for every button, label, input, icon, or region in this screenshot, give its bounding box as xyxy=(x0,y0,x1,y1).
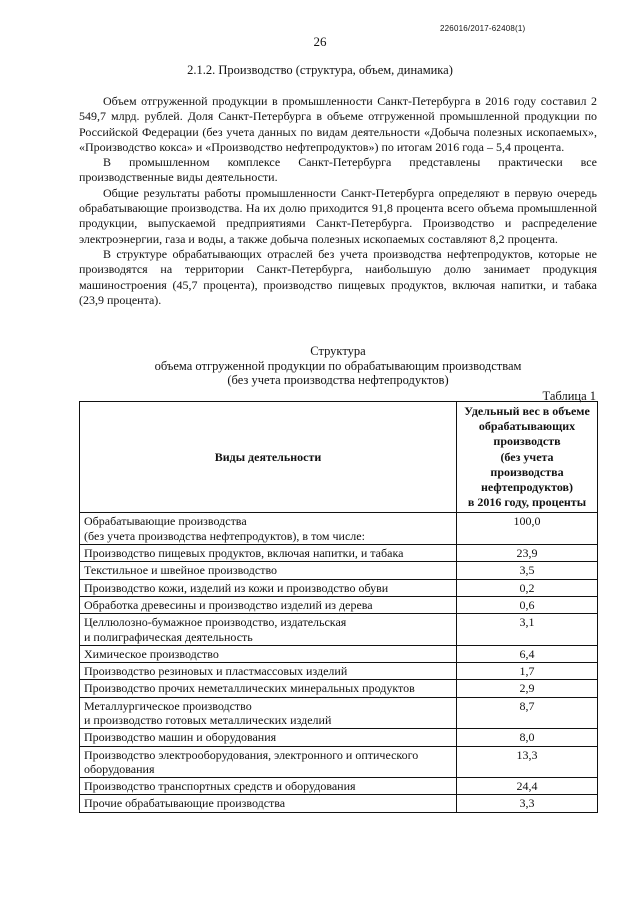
share-value-cell: 13,3 xyxy=(457,746,598,778)
share-value-cell: 2,9 xyxy=(457,680,598,697)
activity-cell xyxy=(80,579,457,596)
column-header-line: (без учета xyxy=(500,449,554,464)
activity-line: и полиграфическая деятельность xyxy=(84,629,253,644)
activity-line: (без учета производства нефтепродуктов), в том числе: xyxy=(84,528,365,543)
activity-line: Прочие обрабатывающие производства xyxy=(84,796,286,811)
activity-cell xyxy=(80,545,457,562)
table-caption-line: Структура xyxy=(310,344,366,358)
activity-line: и производство готовых металлических изделий xyxy=(84,712,332,727)
activity-line: Текстильное и швейное производство xyxy=(84,563,278,578)
activity-line: Химическое производство xyxy=(84,646,219,661)
table-row xyxy=(80,596,598,613)
activity-line: Производство транспортных средств и оборудования xyxy=(84,779,356,794)
body-text xyxy=(79,94,597,308)
activity-cell xyxy=(80,680,457,697)
table-label: Таблица 1 xyxy=(542,389,596,403)
share-value-cell: 24,4 xyxy=(457,778,598,795)
column-header-line: Удельный вес в объеме xyxy=(464,404,590,418)
activity-line: Производство пищевых продуктов, включая напитки, и табака xyxy=(84,546,404,561)
activity-cell xyxy=(80,778,457,795)
page-number: 26 xyxy=(313,34,327,49)
table-row xyxy=(80,545,598,562)
activity-cell xyxy=(80,746,457,778)
document-id: 226016/2017-62408(1) xyxy=(440,24,526,33)
activity-cell xyxy=(80,513,457,545)
share-value-cell: 100,0 xyxy=(457,513,598,545)
column-header-line: нефтепродуктов) xyxy=(480,480,574,495)
share-value-cell: 8,7 xyxy=(457,697,598,729)
table-body xyxy=(80,513,598,812)
table-row xyxy=(80,645,598,662)
paragraph: Объем отгруженной продукции в промышленности Санкт-Петербурга в 2016 году составил 2 549,7 млрд. рублей. Доля Санкт-Петербурга в объеме отгруженной промышленной продукции по Российской Федерации (без учета данных по видам деятельности «Добыча полезных ископаемых», «Производство кокса» и «Производство нефтепродуктов») по итогам 2016 года – 5,4 процента. xyxy=(79,94,597,154)
table-row xyxy=(80,579,598,596)
column-header-line: производства xyxy=(490,464,564,479)
activity-cell xyxy=(80,596,457,613)
table-row xyxy=(80,614,598,646)
activity-line: Производство резиновых и пластмассовых изделий xyxy=(84,664,348,679)
share-value-cell: 8,0 xyxy=(457,729,598,746)
activity-cell xyxy=(80,795,457,812)
column-header-line: производств xyxy=(493,434,561,449)
column-header-share xyxy=(457,402,598,513)
table-row xyxy=(80,778,598,795)
activity-cell xyxy=(80,645,457,662)
activity-line: Металлургическое производство xyxy=(84,698,252,713)
activity-cell xyxy=(80,562,457,579)
table-row xyxy=(80,562,598,579)
activity-line: Производство электрооборудования, электронного и оптического xyxy=(84,747,419,762)
table-row xyxy=(80,795,598,812)
share-value-cell: 3,3 xyxy=(457,795,598,812)
activity-cell xyxy=(80,729,457,746)
share-value-cell: 1,7 xyxy=(457,663,598,680)
share-value-cell: 0,2 xyxy=(457,579,598,596)
activity-cell xyxy=(80,614,457,646)
activity-line: Производство прочих неметаллических минеральных продуктов xyxy=(84,681,415,696)
activity-line: Обрабатывающие производства xyxy=(84,514,247,529)
paragraph: Общие результаты работы промышленности Санкт-Петербурга определяют в первую очередь обрабатывающие производства. На их долю приходится 91,8 процента всего объема промышленной продукции, выпускаемой предприятиями Санкт-Петербурга. Производство и распределение электроэнергии, газа и воды, а также добыча полезных ископаемых составляют 8,2 процента. xyxy=(79,185,597,246)
section-heading: 2.1.2. Производство (структура, объем, динамика) xyxy=(187,63,453,77)
paragraph: В промышленном комплексе Санкт-Петербурга представлены практически все производственные виды деятельности. xyxy=(79,155,597,185)
table-caption-line: объема отгруженной продукции по обрабатывающим производствам xyxy=(154,358,522,373)
share-value-cell: 6,4 xyxy=(457,645,598,662)
activity-line: Производство машин и оборудования xyxy=(84,730,277,745)
column-header-line: обрабатывающих xyxy=(478,419,576,434)
table-header-row xyxy=(80,402,598,513)
table-caption xyxy=(79,344,597,388)
activity-line: оборудования xyxy=(84,761,155,776)
table-row xyxy=(80,663,598,680)
activity-line: Производство кожи, изделий из кожи и производство обуви xyxy=(84,580,389,595)
table-row xyxy=(80,680,598,697)
share-value-cell: 3,5 xyxy=(457,562,598,579)
activity-line: Целлюлозно-бумажное производство, издательская xyxy=(84,615,347,630)
share-value-cell: 0,6 xyxy=(457,596,598,613)
table-row xyxy=(80,697,598,729)
table-row xyxy=(80,729,598,746)
table-row xyxy=(80,513,598,545)
share-value-cell: 23,9 xyxy=(457,545,598,562)
table-row xyxy=(80,746,598,778)
activity-cell xyxy=(80,697,457,729)
column-header-line: в 2016 году, проценты xyxy=(467,495,587,510)
activity-cell xyxy=(80,663,457,680)
share-value-cell: 3,1 xyxy=(457,614,598,646)
paragraph: В структуре обрабатывающих отраслей без учета производства нефтепродуктов, которые не производятся на территории Санкт-Петербурга, наибольшую долю занимает продукция машиностроения (45,7 процента), производство пищевых продуктов, включая напитки, и табака (23,9 процента). xyxy=(79,246,597,307)
activity-line: Обработка древесины и производство изделий из дерева xyxy=(84,597,373,612)
structure-table xyxy=(79,401,598,813)
column-header-activity: Виды деятельности xyxy=(80,402,457,513)
table-caption-line: (без учета производства нефтепродуктов) xyxy=(227,373,449,387)
